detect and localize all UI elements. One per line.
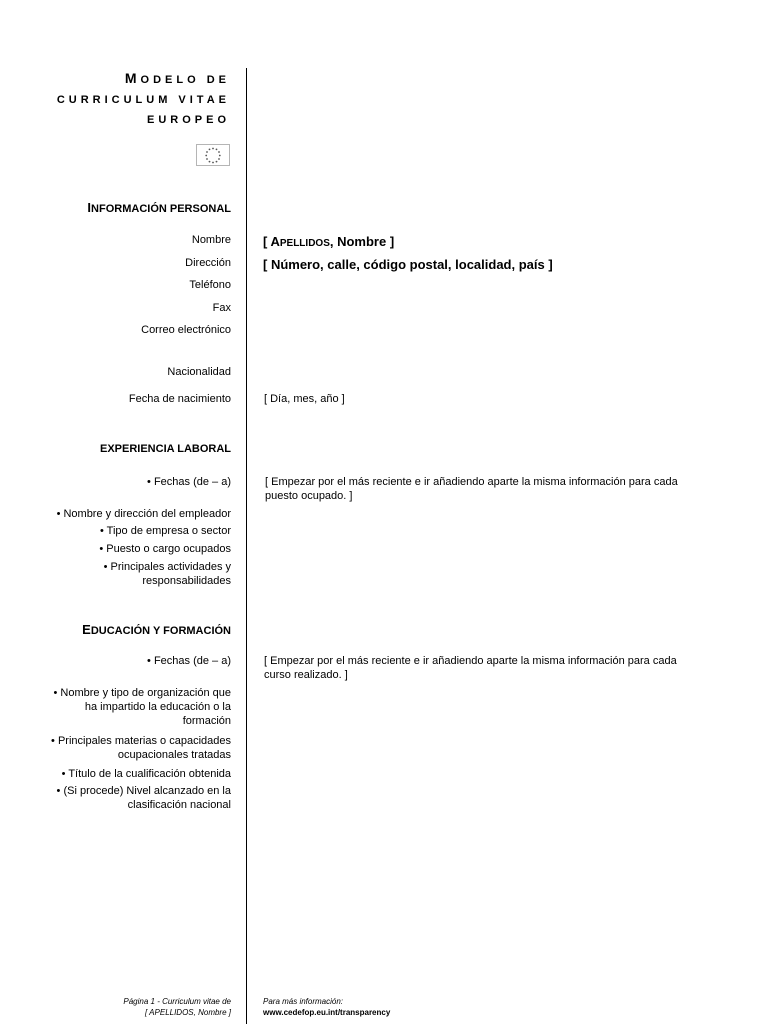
- label-edu-dates: • Fechas (de – a): [147, 655, 231, 667]
- footer-page-name: [ APELLIDOS, Nombre ]: [145, 1008, 231, 1017]
- label-edu-organization: • Nombre y tipo de organización que ha impartido la educación o la formación: [53, 687, 231, 727]
- label-exp-dates: • Fechas (de – a): [147, 476, 231, 488]
- value-birthdate: [ Día, mes, año ]: [264, 393, 345, 405]
- label-edu-subjects: • Principales materias o capacidades ocupacionales tratadas: [51, 735, 231, 761]
- title-line-2: CURRICULUM VITAE: [56, 94, 230, 106]
- label-email: Correo electrónico: [141, 324, 231, 336]
- title-line-3: EUROPEO: [146, 114, 230, 126]
- title-line-1: MODELO DE: [124, 70, 230, 86]
- label-exp-employer: • Nombre y dirección del empleador: [56, 508, 231, 520]
- eu-flag-icon: [196, 144, 230, 166]
- footer-info-label: Para más información:: [263, 997, 344, 1006]
- experience-heading: EXPERIENCIA LABORAL: [100, 443, 231, 455]
- label-edu-qualification: • Título de la cualificación obtenida: [61, 768, 231, 780]
- label-exp-company-type: • Tipo de empresa o sector: [99, 525, 231, 537]
- value-name: [ APELLIDOS, Nombre ]: [263, 234, 395, 249]
- label-name: Nombre: [191, 234, 231, 246]
- label-address: Dirección: [185, 257, 231, 269]
- label-exp-position: • Puesto o cargo ocupados: [99, 543, 231, 555]
- value-experience: [ Empezar por el más reciente e ir añadiendo aparte la misma información para cada puesto ocupado. ]: [265, 476, 678, 502]
- education-heading: EDUCACIÓN Y FORMACIÓN: [82, 622, 231, 637]
- value-address: [ Número, calle, código postal, localidad, país ]: [263, 257, 553, 272]
- label-edu-level: • (Si procede) Nivel alcanzado en la clasificación nacional: [56, 785, 231, 811]
- personal-info-heading: INFORMACIÓN PERSONAL: [87, 200, 231, 215]
- label-birthdate: Fecha de nacimiento: [128, 393, 231, 405]
- label-phone: Teléfono: [189, 279, 231, 291]
- footer-page-info: [123, 996, 231, 1018]
- value-education: [ Empezar por el más reciente e ir añadiendo aparte la misma información para cada curso realizado. ]: [264, 655, 677, 681]
- footer-info-url[interactable]: www.cedefop.eu.int/transparency: [263, 1008, 391, 1017]
- footer-page-label: Página 1 - Curriculum vitae de: [123, 997, 231, 1006]
- label-nationality: Nacionalidad: [167, 366, 231, 378]
- label-exp-activities: • Principales actividades y responsabilidades: [103, 561, 231, 587]
- label-fax: Fax: [212, 302, 231, 314]
- vertical-divider: [246, 68, 247, 1024]
- cv-title: [57, 68, 230, 130]
- footer-more-info: [263, 996, 390, 1018]
